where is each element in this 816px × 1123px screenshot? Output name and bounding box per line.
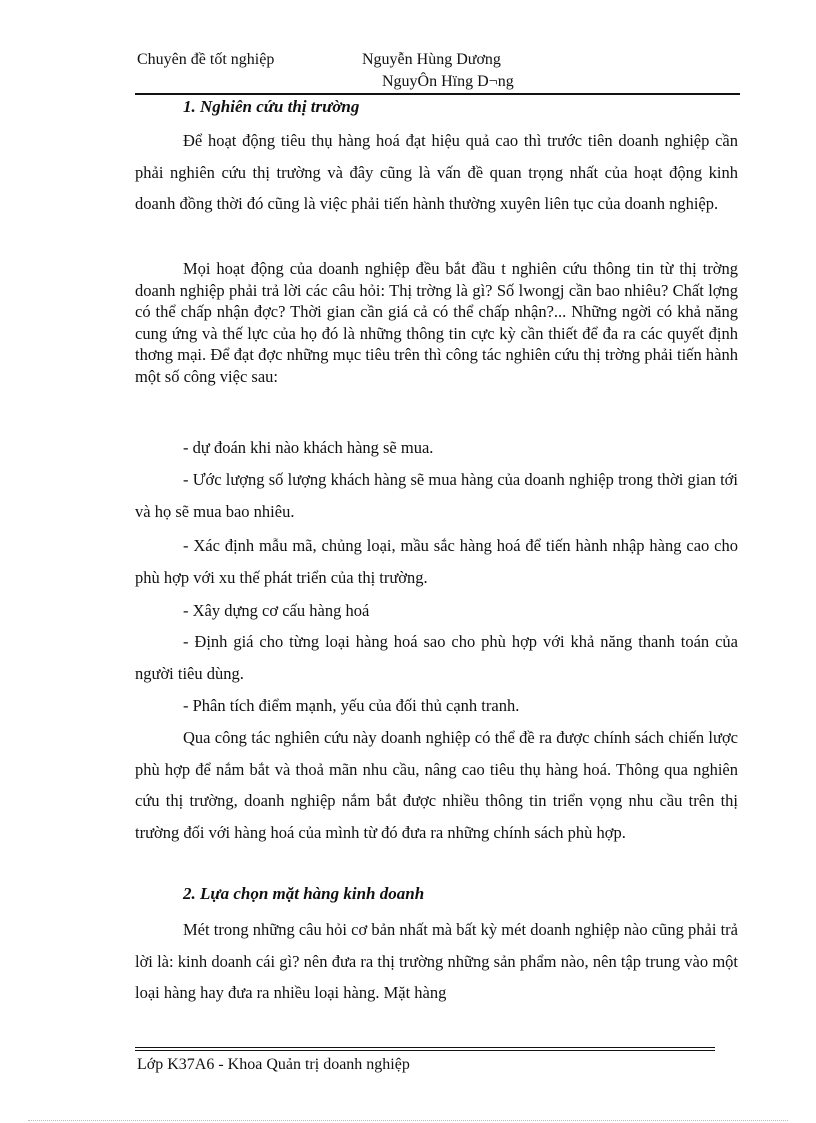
bullet-item: - Phân tích điểm mạnh, yếu của đối thủ cạnh tranh. xyxy=(183,696,520,715)
paragraph-section-2: Mét trong những câu hỏi cơ bản nhất mà bất kỳ mét doanh nghiệp nào cũng phải trả lời là: kinh doanh cái gì? nên đưa ra thị trường những sản phẩm nào, nên tập trung vào một loại hàng hay đưa ra nhiều loại hàng. Mặt hàng xyxy=(135,920,738,1002)
section-heading-1: 1. Nghiên cứu thị trường xyxy=(183,97,360,116)
bullet-item: - Ước lượng số lượng khách hàng sẽ mua hàng của doanh nghiệp trong thời gian tới và họ sẽ mua bao nhiêu. xyxy=(135,470,738,521)
footer-rule xyxy=(135,1050,715,1051)
bullet-item: - Xây dựng cơ cấu hàng hoá xyxy=(183,601,370,620)
footer-rule xyxy=(135,1047,715,1048)
header-author: Nguyễn Hùng Dương xyxy=(362,51,501,68)
header-rule xyxy=(135,93,740,95)
header-subject: Chuyên đề tốt nghiệp xyxy=(137,51,275,68)
paragraph-1: Để hoạt động tiêu thụ hàng hoá đạt hiệu quả cao thì trước tiên doanh nghiệp cần phải nghiên cứu thị trường và đây cũng là vấn đề quan trọng nhất của hoạt động kinh doanh đồng thời đó cũng là việc phải tiến hành thường xuyên liên tục của doanh nghiệp. xyxy=(135,131,738,213)
paragraph-closing: Qua công tác nghiên cứu này doanh nghiệp có thể đề ra được chính sách chiến lược phù hợp để nắm bắt và thoả mãn nhu cầu, nâng cao tiêu thụ hàng hoá. Thông qua nghiên cứu thị trường, doanh nghiệp nắm bắt được nhiều thông tin triển vọng nhu cầu trên thị trường đối với hàng hoá của mình từ đó đưa ra những chính sách phù hợp. xyxy=(135,728,738,842)
section-heading-2: 2. Lựa chọn mặt hàng kinh doanh xyxy=(183,884,425,903)
page-edge-dotted xyxy=(28,1120,788,1121)
bullet-item: - Xác định mẫu mã, chủng loại, mầu sắc hàng hoá để tiến hành nhập hàng cao cho phù hợp với xu thế phát triển của thị trường. xyxy=(135,536,738,587)
header-author-garbled: NguyÔn Hïng D¬ng xyxy=(382,73,514,90)
footer-text: Lớp K37A6 - Khoa Quản trị doanh nghiệp xyxy=(137,1056,410,1073)
bullet-item: - dự đoán khi nào khách hàng sẽ mua. xyxy=(183,438,434,457)
bullet-item: - Định giá cho từng loại hàng hoá sao cho phù hợp với khả năng thanh toán của người tiêu dùng. xyxy=(135,632,738,683)
paragraph-2: Mọi hoạt động của doanh nghiệp đều bắt đầu t nghiên cứu thông tin từ thị trờng doanh nghiệp phải trả lời các câu hỏi: Thị trờng là gì? Số lwongj cần bao nhiêu? Chất lợng có thể chấp nhận đợc? Thời gian cần giá cả có thể chấp nhận?... Những ngời có khả năng cung ứng và thế lực của họ đó là những thông tin cực kỳ cần thiết để đa ra các quyết định thơng mại. Để đạt đợc những mục tiêu trên thì công tác nghiên cứu thị trờng phải tiến hành một số công việc sau: xyxy=(135,259,738,386)
